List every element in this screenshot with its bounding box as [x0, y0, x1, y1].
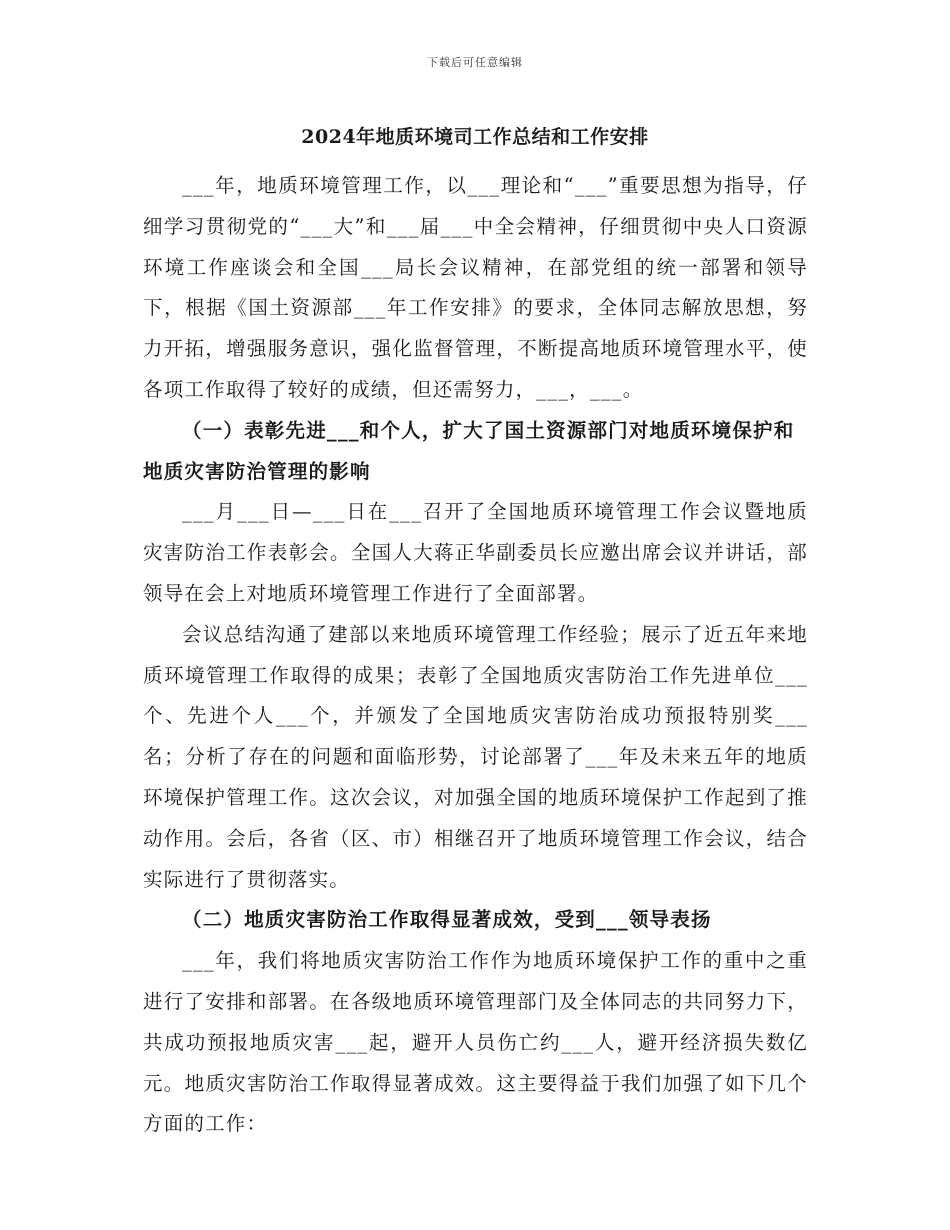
- header-note: 下载后可任意编辑: [427, 56, 523, 69]
- paragraph-meeting: ___月___日—___日在___召开了全国地质环境管理工作会议暨地质灾害防治工作表彰会。全国人大蒋正华副委员长应邀出席会议并讲话，部领导在会上对地质环境管理工作进行了全面部署。: [143, 500, 808, 605]
- paragraph-meeting-summary: 会议总结沟通了建部以来地质环境管理工作经验；展示了近五年来地质环境管理工作取得的成果；表彰了全国地质灾害防治工作先进单位___个、先进个人___个，并颁发了全国地质灾害防治成功预报特别奖___名；分析了存在的问题和面临形势，讨论部署了___年及未来五年的地质环境保护管理工作。这次会议，对加强全国的地质环境保护工作起到了推动作用。会后，各省（区、市）相继召开了地质环境管理工作会议，结合实际进行了贯彻落实。: [143, 622, 808, 891]
- document-body: [143, 166, 808, 1145]
- paragraph-disaster-prevention: ___年，我们将地质灾害防治工作作为地质环境保护工作的重中之重进行了安排和部署。在各级地质环境管理部门及全体同志的共同努力下，共成功预报地质灾害___起，避开人员伤亡约___人，避开经济损失数亿元。地质灾害防治工作取得显著成效。这主要得益于我们加强了如下几个方面的工作：: [143, 949, 808, 1136]
- section-heading-1: （一）表彰先进___和个人，扩大了国土资源部门对地质环境保护和地质灾害防治管理的影响: [143, 418, 795, 483]
- document-title: 2024年地质环境司工作总结和工作安排: [301, 126, 649, 148]
- paragraph-intro: ___年，地质环境管理工作，以___理论和“___”重要思想为指导，仔细学习贯彻党的“___大”和___届___中全会精神，仔细贯彻中央人口资源环境工作座谈会和全国___局长会议精神，在部党组的统一部署和领导下，根据《国土资源部___年工作安排》的要求，全体同志解放思想，努力开拓，增强服务意识，强化监督管理，不断提高地质环境管理水平，使各项工作取得了较好的成绩，但还需努力，___，___。: [143, 174, 808, 401]
- section-heading-2: （二）地质灾害防治工作取得显著成效，受到___领导表扬: [182, 908, 712, 932]
